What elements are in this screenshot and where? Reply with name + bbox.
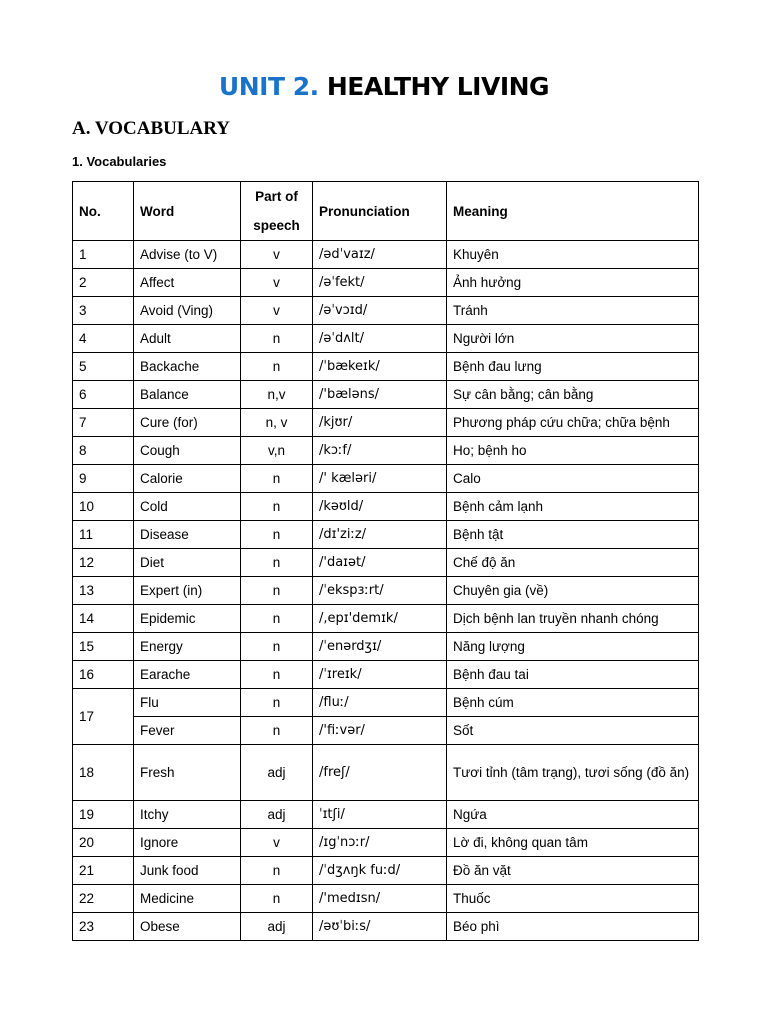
table-row [73, 493, 699, 521]
row-number: 23 [73, 913, 134, 941]
pronunciation-cell: /kjʊr/ [313, 409, 447, 437]
row-number: 18 [73, 745, 134, 801]
row-number: 14 [73, 605, 134, 633]
table-row [73, 885, 699, 913]
row-number: 7 [73, 409, 134, 437]
row-number: 19 [73, 801, 134, 829]
part-of-speech-cell: n,v [241, 381, 313, 409]
word-cell: Obese [134, 913, 241, 941]
meaning-cell: Bệnh cúm [447, 689, 699, 717]
row-number: 5 [73, 353, 134, 381]
meaning-cell: Sốt [447, 717, 699, 745]
part-of-speech-cell: adj [241, 745, 313, 801]
subsection-heading: 1. Vocabularies [72, 154, 167, 169]
word-cell: Avoid (Ving) [134, 297, 241, 325]
word-cell: Balance [134, 381, 241, 409]
header-word: Word [134, 182, 241, 241]
pronunciation-cell: /əˈfekt/ [313, 269, 447, 297]
pronunciation-cell: /'bæləns/ [313, 381, 447, 409]
row-number: 11 [73, 521, 134, 549]
part-of-speech-cell: n [241, 605, 313, 633]
word-cell: Junk food [134, 857, 241, 885]
word-cell: Expert (in) [134, 577, 241, 605]
word-cell: Calorie [134, 465, 241, 493]
section-heading: A. VOCABULARY [72, 118, 231, 139]
pronunciation-cell: /fluː/ [313, 689, 447, 717]
table-row [73, 633, 699, 661]
pronunciation-cell: /ˈekspɜːrt/ [313, 577, 447, 605]
pronunciation-cell: /'daɪət/ [313, 549, 447, 577]
pronunciation-cell: /'medɪsn/ [313, 885, 447, 913]
table-row [73, 857, 699, 885]
header-meaning: Meaning [447, 182, 699, 241]
pronunciation-cell: /ˈbækeɪk/ [313, 353, 447, 381]
part-of-speech-cell: v [241, 829, 313, 857]
table-row [73, 605, 699, 633]
table-row [73, 241, 699, 269]
row-number: 3 [73, 297, 134, 325]
part-of-speech-cell: n [241, 885, 313, 913]
meaning-cell: Chuyên gia (về) [447, 577, 699, 605]
table-row [73, 829, 699, 857]
part-of-speech-cell: n [241, 521, 313, 549]
pronunciation-cell: /dɪ'ziːz/ [313, 521, 447, 549]
meaning-cell: Ảnh hưởng [447, 269, 699, 297]
row-number: 10 [73, 493, 134, 521]
table-row [73, 297, 699, 325]
row-number: 1 [73, 241, 134, 269]
header-pos-line1: Part of [255, 189, 298, 204]
row-number: 6 [73, 381, 134, 409]
table-row [73, 437, 699, 465]
word-cell: Medicine [134, 885, 241, 913]
word-cell: Flu [134, 689, 241, 717]
row-number: 15 [73, 633, 134, 661]
meaning-cell: Béo phì [447, 913, 699, 941]
part-of-speech-cell: n, v [241, 409, 313, 437]
meaning-cell: Khuyên [447, 241, 699, 269]
word-cell: Epidemic [134, 605, 241, 633]
part-of-speech-cell: v [241, 269, 313, 297]
meaning-cell: Người lớn [447, 325, 699, 353]
meaning-cell: Ho; bệnh ho [447, 437, 699, 465]
word-cell: Ignore [134, 829, 241, 857]
part-of-speech-cell: n [241, 493, 313, 521]
pronunciation-cell: /kəʊld/ [313, 493, 447, 521]
pronunciation-cell: /əʊˈbiːs/ [313, 913, 447, 941]
part-of-speech-cell: n [241, 689, 313, 717]
row-number: 21 [73, 857, 134, 885]
part-of-speech-cell: n [241, 325, 313, 353]
table-row [73, 465, 699, 493]
word-cell: Disease [134, 521, 241, 549]
table-row [73, 549, 699, 577]
meaning-cell: Phương pháp cứu chữa; chữa bệnh [447, 409, 699, 437]
row-number: 12 [73, 549, 134, 577]
meaning-cell: Lờ đi, không quan tâm [447, 829, 699, 857]
pronunciation-cell: /,epɪ'demɪk/ [313, 605, 447, 633]
meaning-cell: Tránh [447, 297, 699, 325]
table-row [73, 353, 699, 381]
table-row [73, 745, 699, 801]
part-of-speech-cell: n [241, 857, 313, 885]
unit-title [0, 72, 768, 101]
part-of-speech-cell: n [241, 549, 313, 577]
meaning-cell: Bệnh đau tai [447, 661, 699, 689]
pronunciation-cell: /ədˈvaɪz/ [313, 241, 447, 269]
vocabulary-table-body [73, 241, 699, 941]
part-of-speech-cell: adj [241, 913, 313, 941]
unit-name: HEALTHY LIVING [326, 72, 550, 101]
pronunciation-cell: /ˈɪreɪk/ [313, 661, 447, 689]
word-cell: Cure (for) [134, 409, 241, 437]
word-cell: Fresh [134, 745, 241, 801]
row-number: 8 [73, 437, 134, 465]
part-of-speech-cell: v [241, 241, 313, 269]
pronunciation-cell: /ɪgˈnɔːr/ [313, 829, 447, 857]
table-row [73, 577, 699, 605]
row-number: 22 [73, 885, 134, 913]
meaning-cell: Đồ ăn vặt [447, 857, 699, 885]
row-number: 9 [73, 465, 134, 493]
word-cell: Diet [134, 549, 241, 577]
table-row [73, 381, 699, 409]
word-cell: Advise (to V) [134, 241, 241, 269]
meaning-cell: Năng lượng [447, 633, 699, 661]
meaning-cell: Dịch bệnh lan truyền nhanh chóng [447, 605, 699, 633]
table-row [73, 325, 699, 353]
row-number: 16 [73, 661, 134, 689]
table-row [73, 269, 699, 297]
table-row [73, 521, 699, 549]
word-cell: Itchy [134, 801, 241, 829]
part-of-speech-cell: n [241, 353, 313, 381]
word-cell: Affect [134, 269, 241, 297]
pronunciation-cell: /freʃ/ [313, 745, 447, 801]
row-number: 2 [73, 269, 134, 297]
unit-number: UNIT 2. [218, 72, 319, 101]
meaning-cell: Bệnh cảm lạnh [447, 493, 699, 521]
header-pronunciation: Pronunciation [313, 182, 447, 241]
part-of-speech-cell: n [241, 661, 313, 689]
pronunciation-cell: ˈɪtʃi/ [313, 801, 447, 829]
meaning-cell: Chế độ ăn [447, 549, 699, 577]
row-number: 17 [73, 689, 134, 745]
meaning-cell: Sự cân bằng; cân bằng [447, 381, 699, 409]
table-row [73, 913, 699, 941]
meaning-cell: Bệnh tật [447, 521, 699, 549]
part-of-speech-cell: n [241, 577, 313, 605]
word-cell: Cough [134, 437, 241, 465]
meaning-cell: Bệnh đau lưng [447, 353, 699, 381]
word-cell: Cold [134, 493, 241, 521]
part-of-speech-cell: n [241, 717, 313, 745]
table-row [73, 661, 699, 689]
table-row [73, 717, 699, 745]
word-cell: Fever [134, 717, 241, 745]
pronunciation-cell: /əˈvɔɪd/ [313, 297, 447, 325]
part-of-speech-cell: adj [241, 801, 313, 829]
header-part-of-speech [241, 182, 313, 241]
pronunciation-cell: /ˈdʒʌŋk fuːd/ [313, 857, 447, 885]
row-number: 20 [73, 829, 134, 857]
table-row [73, 409, 699, 437]
row-number: 4 [73, 325, 134, 353]
pronunciation-cell: /əˈdʌlt/ [313, 325, 447, 353]
meaning-cell: Tươi tỉnh (tâm trạng), tươi sống (đồ ăn) [447, 745, 699, 801]
vocabulary-table [72, 181, 699, 941]
meaning-cell: Ngứa [447, 801, 699, 829]
pronunciation-cell: /ˈenərdʒɪ/ [313, 633, 447, 661]
table-row [73, 689, 699, 717]
pronunciation-cell: /'fiːvər/ [313, 717, 447, 745]
table-header-row [73, 182, 699, 241]
row-number: 13 [73, 577, 134, 605]
meaning-cell: Thuốc [447, 885, 699, 913]
pronunciation-cell: /' kæləri/ [313, 465, 447, 493]
header-pos-line2: speech [253, 218, 300, 233]
header-no: No. [73, 182, 134, 241]
part-of-speech-cell: n [241, 465, 313, 493]
word-cell: Energy [134, 633, 241, 661]
part-of-speech-cell: v [241, 297, 313, 325]
table-row [73, 801, 699, 829]
meaning-cell: Calo [447, 465, 699, 493]
word-cell: Earache [134, 661, 241, 689]
word-cell: Backache [134, 353, 241, 381]
part-of-speech-cell: n [241, 633, 313, 661]
word-cell: Adult [134, 325, 241, 353]
pronunciation-cell: /kɔːf/ [313, 437, 447, 465]
part-of-speech-cell: v,n [241, 437, 313, 465]
